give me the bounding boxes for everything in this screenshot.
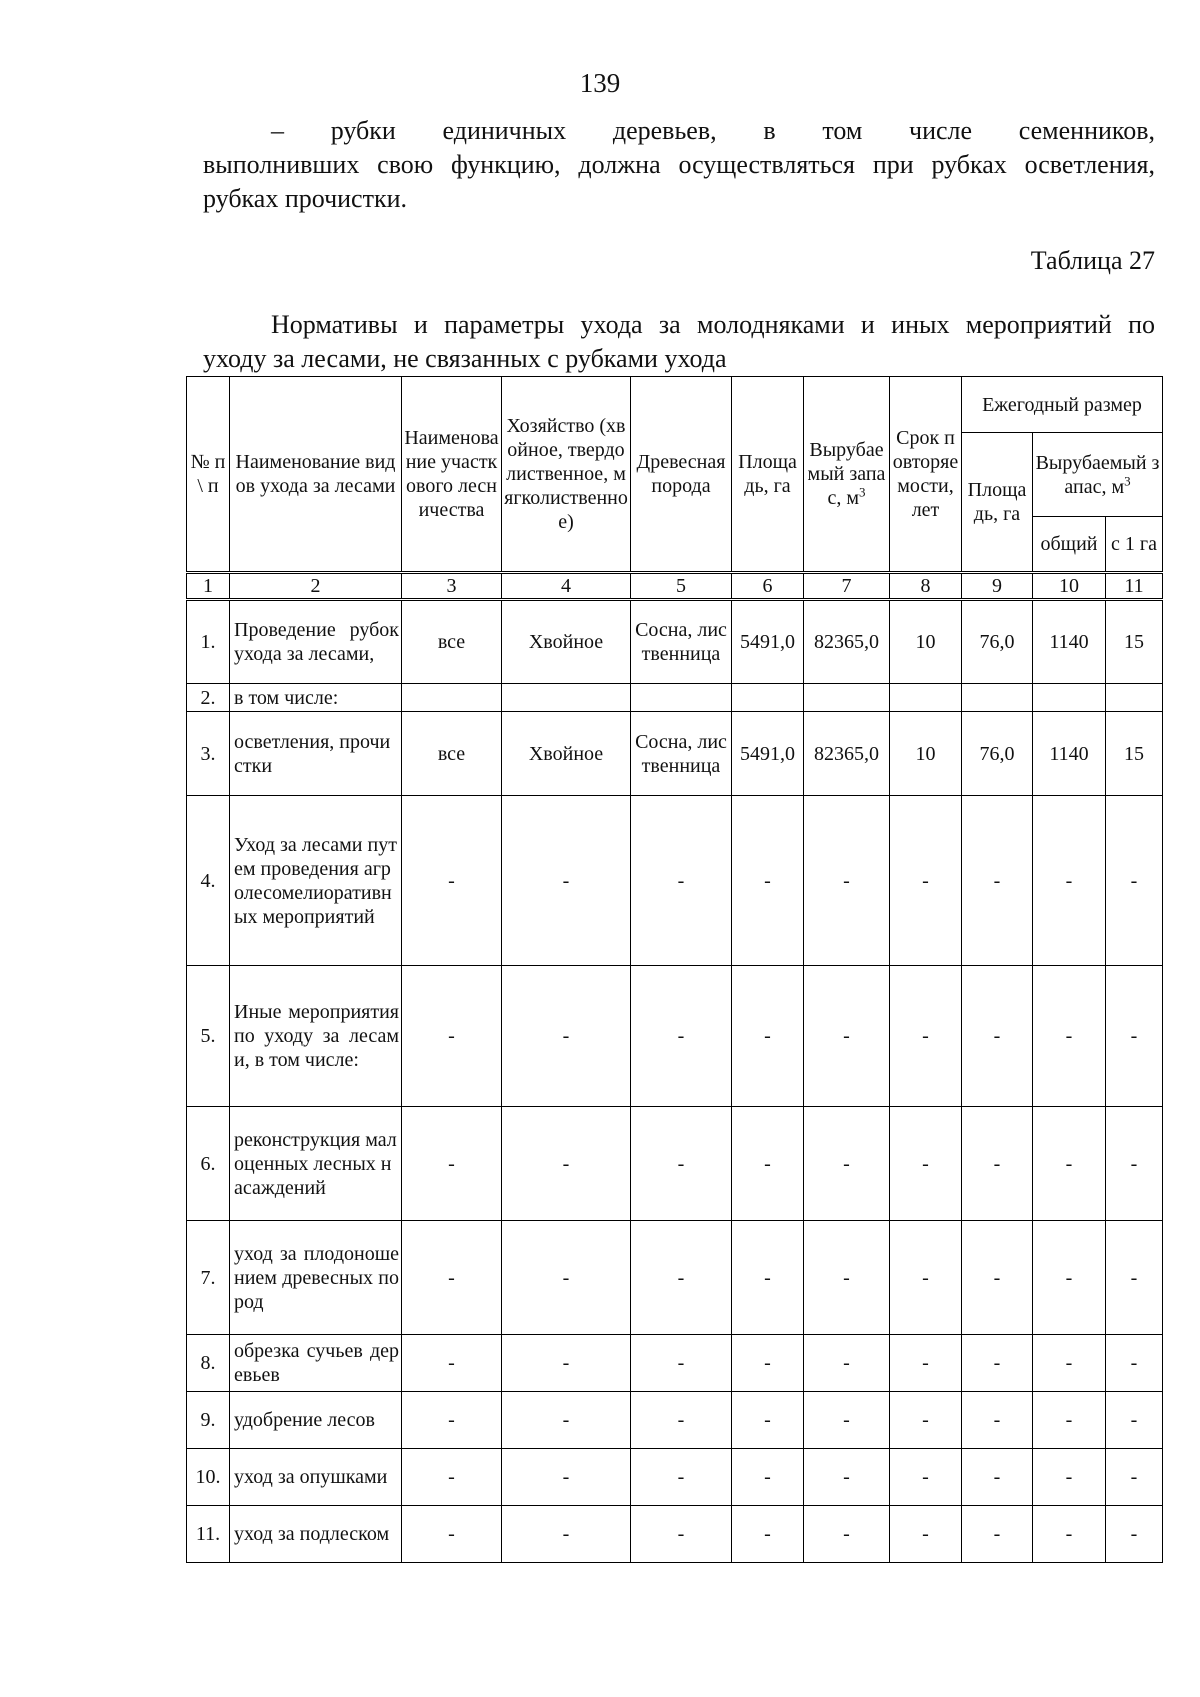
header-volume-text: Вырубаемый запас, м bbox=[807, 439, 886, 509]
row-economy: - bbox=[502, 1392, 631, 1449]
row-volume: - bbox=[804, 1392, 890, 1449]
row-area bbox=[732, 684, 804, 712]
row-name: Иные мероприятия по уходу за лесами, в том числе: bbox=[230, 966, 402, 1107]
row-area: - bbox=[732, 1506, 804, 1563]
row-num: 10. bbox=[187, 1449, 230, 1506]
row-total: - bbox=[1033, 1107, 1106, 1221]
row-total: 1140 bbox=[1033, 600, 1106, 684]
row-economy: - bbox=[502, 1506, 631, 1563]
row-num: 1. bbox=[187, 600, 230, 684]
row-species: - bbox=[631, 966, 732, 1107]
row-area: 5491,0 bbox=[732, 712, 804, 796]
header-num: № п\ п bbox=[187, 377, 230, 573]
row-total: - bbox=[1033, 1392, 1106, 1449]
row-species: - bbox=[631, 796, 732, 966]
row-volume: - bbox=[804, 1107, 890, 1221]
row-volume bbox=[804, 684, 890, 712]
table-row bbox=[187, 796, 1163, 966]
column-number: 6 bbox=[732, 573, 804, 600]
row-economy: Хвойное bbox=[502, 712, 631, 796]
row-total: - bbox=[1033, 1506, 1106, 1563]
row-forestry: - bbox=[402, 1506, 502, 1563]
table-row bbox=[187, 1506, 1163, 1563]
row-name: уход за подлеском bbox=[230, 1506, 402, 1563]
row-name: обрезка сучьев деревьев bbox=[230, 1335, 402, 1392]
row-num: 11. bbox=[187, 1506, 230, 1563]
row-per-ha: 15 bbox=[1106, 712, 1163, 796]
row-period: 10 bbox=[890, 712, 962, 796]
row-annual-area: 76,0 bbox=[962, 600, 1033, 684]
row-name: уход за плодоношением древесных пород bbox=[230, 1221, 402, 1335]
row-economy: - bbox=[502, 1221, 631, 1335]
header-annual-area: Площадь, га bbox=[962, 433, 1033, 573]
row-area: - bbox=[732, 796, 804, 966]
row-name: Проведение рубок ухода за лесами, bbox=[230, 600, 402, 684]
intro-paragraph bbox=[203, 114, 1155, 216]
row-period: 10 bbox=[890, 600, 962, 684]
header-kind: Наименование видов ухода за лесами bbox=[230, 377, 402, 573]
row-period: - bbox=[890, 1506, 962, 1563]
row-area: - bbox=[732, 966, 804, 1107]
row-species: - bbox=[631, 1506, 732, 1563]
row-period: - bbox=[890, 796, 962, 966]
row-volume: 82365,0 bbox=[804, 712, 890, 796]
row-annual-area: - bbox=[962, 1449, 1033, 1506]
row-volume: - bbox=[804, 1506, 890, 1563]
row-total: - bbox=[1033, 1335, 1106, 1392]
row-num: 4. bbox=[187, 796, 230, 966]
column-number: 4 bbox=[502, 573, 631, 600]
row-total: - bbox=[1033, 1221, 1106, 1335]
row-forestry: - bbox=[402, 1107, 502, 1221]
table-title-line: уходу за лесами, не связанных с рубками ухода bbox=[203, 344, 727, 373]
row-per-ha: - bbox=[1106, 796, 1163, 966]
column-number: 3 bbox=[402, 573, 502, 600]
paragraph-line: рубках прочистки. bbox=[203, 184, 408, 213]
row-species: - bbox=[631, 1107, 732, 1221]
row-period: - bbox=[890, 1392, 962, 1449]
header-annual-volume bbox=[1033, 433, 1163, 517]
header-species: Древесная порода bbox=[631, 377, 732, 573]
norms-table bbox=[186, 376, 1163, 1563]
row-annual-area: - bbox=[962, 1107, 1033, 1221]
row-forestry bbox=[402, 684, 502, 712]
column-number: 2 bbox=[230, 573, 402, 600]
row-total: 1140 bbox=[1033, 712, 1106, 796]
row-per-ha: - bbox=[1106, 1107, 1163, 1221]
row-per-ha: - bbox=[1106, 1221, 1163, 1335]
row-name: Уход за лесами путем проведения агролесомелиоративных мероприятий bbox=[230, 796, 402, 966]
row-volume: 82365,0 bbox=[804, 600, 890, 684]
row-annual-area bbox=[962, 684, 1033, 712]
table-row bbox=[187, 1221, 1163, 1335]
row-per-ha: - bbox=[1106, 1506, 1163, 1563]
row-per-ha: 15 bbox=[1106, 600, 1163, 684]
table-row bbox=[187, 1449, 1163, 1506]
column-number: 11 bbox=[1106, 573, 1163, 600]
row-period: - bbox=[890, 1107, 962, 1221]
row-species: - bbox=[631, 1392, 732, 1449]
row-area: - bbox=[732, 1449, 804, 1506]
row-per-ha: - bbox=[1106, 1335, 1163, 1392]
row-area: 5491,0 bbox=[732, 600, 804, 684]
row-volume: - bbox=[804, 1221, 890, 1335]
row-forestry: - bbox=[402, 966, 502, 1107]
row-economy: Хвойное bbox=[502, 600, 631, 684]
row-num: 7. bbox=[187, 1221, 230, 1335]
paragraph-line: выполнивших свою функцию, должна осуществляться при рубках осветления, bbox=[203, 150, 1155, 179]
row-forestry: все bbox=[402, 712, 502, 796]
paragraph-line: – рубки единичных деревьев, в том числе семенников, bbox=[271, 116, 1155, 145]
table-label: Таблица 27 bbox=[1030, 246, 1155, 275]
row-period bbox=[890, 684, 962, 712]
row-forestry: - bbox=[402, 796, 502, 966]
row-forestry: - bbox=[402, 1392, 502, 1449]
column-number: 9 bbox=[962, 573, 1033, 600]
row-annual-area: - bbox=[962, 1335, 1033, 1392]
row-forestry: - bbox=[402, 1221, 502, 1335]
header-period: Срок повторяемости, лет bbox=[890, 377, 962, 573]
row-area: - bbox=[732, 1392, 804, 1449]
row-num: 6. bbox=[187, 1107, 230, 1221]
table-title bbox=[203, 308, 1155, 376]
table-row bbox=[187, 712, 1163, 796]
table-row bbox=[187, 684, 1163, 712]
row-name: в том числе: bbox=[230, 684, 402, 712]
row-economy: - bbox=[502, 1449, 631, 1506]
row-period: - bbox=[890, 1221, 962, 1335]
row-annual-area: - bbox=[962, 1392, 1033, 1449]
row-num: 5. bbox=[187, 966, 230, 1107]
row-species bbox=[631, 684, 732, 712]
row-species: Сосна, лиственница bbox=[631, 600, 732, 684]
row-area: - bbox=[732, 1335, 804, 1392]
row-annual-area: - bbox=[962, 1506, 1033, 1563]
header-volume bbox=[804, 377, 890, 573]
header-economy: Хозяйство (хвойное, твердолиственное, мягколиственное) bbox=[502, 377, 631, 573]
row-forestry: все bbox=[402, 600, 502, 684]
header-per-ha: с 1 га bbox=[1106, 517, 1163, 573]
row-num: 9. bbox=[187, 1392, 230, 1449]
column-number: 5 bbox=[631, 573, 732, 600]
row-num: 8. bbox=[187, 1335, 230, 1392]
row-species: Сосна, лиственница bbox=[631, 712, 732, 796]
row-per-ha: - bbox=[1106, 966, 1163, 1107]
row-total bbox=[1033, 684, 1106, 712]
row-annual-area: - bbox=[962, 966, 1033, 1107]
row-area: - bbox=[732, 1221, 804, 1335]
row-name: осветления, прочистки bbox=[230, 712, 402, 796]
row-period: - bbox=[890, 1449, 962, 1506]
row-economy bbox=[502, 684, 631, 712]
header-annual: Ежегодный размер bbox=[962, 377, 1163, 433]
row-per-ha: - bbox=[1106, 1449, 1163, 1506]
page-number: 139 bbox=[579, 68, 621, 98]
table-row bbox=[187, 600, 1163, 684]
row-total: - bbox=[1033, 1449, 1106, 1506]
row-volume: - bbox=[804, 796, 890, 966]
column-number: 8 bbox=[890, 573, 962, 600]
column-number: 10 bbox=[1033, 573, 1106, 600]
header-forestry: Наименование участкового лесничества bbox=[402, 377, 502, 573]
header-volume-sup: 3 bbox=[859, 484, 866, 500]
row-volume: - bbox=[804, 1449, 890, 1506]
table-row bbox=[187, 1107, 1163, 1221]
column-number: 7 bbox=[804, 573, 890, 600]
row-period: - bbox=[890, 966, 962, 1107]
row-species: - bbox=[631, 1449, 732, 1506]
row-annual-area: 76,0 bbox=[962, 712, 1033, 796]
row-forestry: - bbox=[402, 1335, 502, 1392]
row-economy: - bbox=[502, 1335, 631, 1392]
row-volume: - bbox=[804, 966, 890, 1107]
row-name: удобрение лесов bbox=[230, 1392, 402, 1449]
header-annual-volume-sup: 3 bbox=[1124, 472, 1131, 488]
row-period: - bbox=[890, 1335, 962, 1392]
column-number: 1 bbox=[187, 573, 230, 600]
header-annual-volume-text: Вырубаемый запас, м bbox=[1035, 451, 1160, 498]
row-num: 3. bbox=[187, 712, 230, 796]
row-economy: - bbox=[502, 796, 631, 966]
row-per-ha: - bbox=[1106, 1392, 1163, 1449]
row-annual-area: - bbox=[962, 1221, 1033, 1335]
row-volume: - bbox=[804, 1335, 890, 1392]
row-total: - bbox=[1033, 796, 1106, 966]
row-num: 2. bbox=[187, 684, 230, 712]
table-row bbox=[187, 1392, 1163, 1449]
row-per-ha bbox=[1106, 684, 1163, 712]
table-row bbox=[187, 966, 1163, 1107]
row-economy: - bbox=[502, 966, 631, 1107]
row-area: - bbox=[732, 1107, 804, 1221]
header-total: общий bbox=[1033, 517, 1106, 573]
row-species: - bbox=[631, 1221, 732, 1335]
table-title-line: Нормативы и параметры ухода за молодняками и иных мероприятий по bbox=[271, 310, 1155, 339]
row-annual-area: - bbox=[962, 796, 1033, 966]
row-name: уход за опушками bbox=[230, 1449, 402, 1506]
row-name: реконструкция малоценных лесных насаждений bbox=[230, 1107, 402, 1221]
row-economy: - bbox=[502, 1107, 631, 1221]
row-forestry: - bbox=[402, 1449, 502, 1506]
row-total: - bbox=[1033, 966, 1106, 1107]
header-area: Площадь, га bbox=[732, 377, 804, 573]
table-row bbox=[187, 1335, 1163, 1392]
row-species: - bbox=[631, 1335, 732, 1392]
